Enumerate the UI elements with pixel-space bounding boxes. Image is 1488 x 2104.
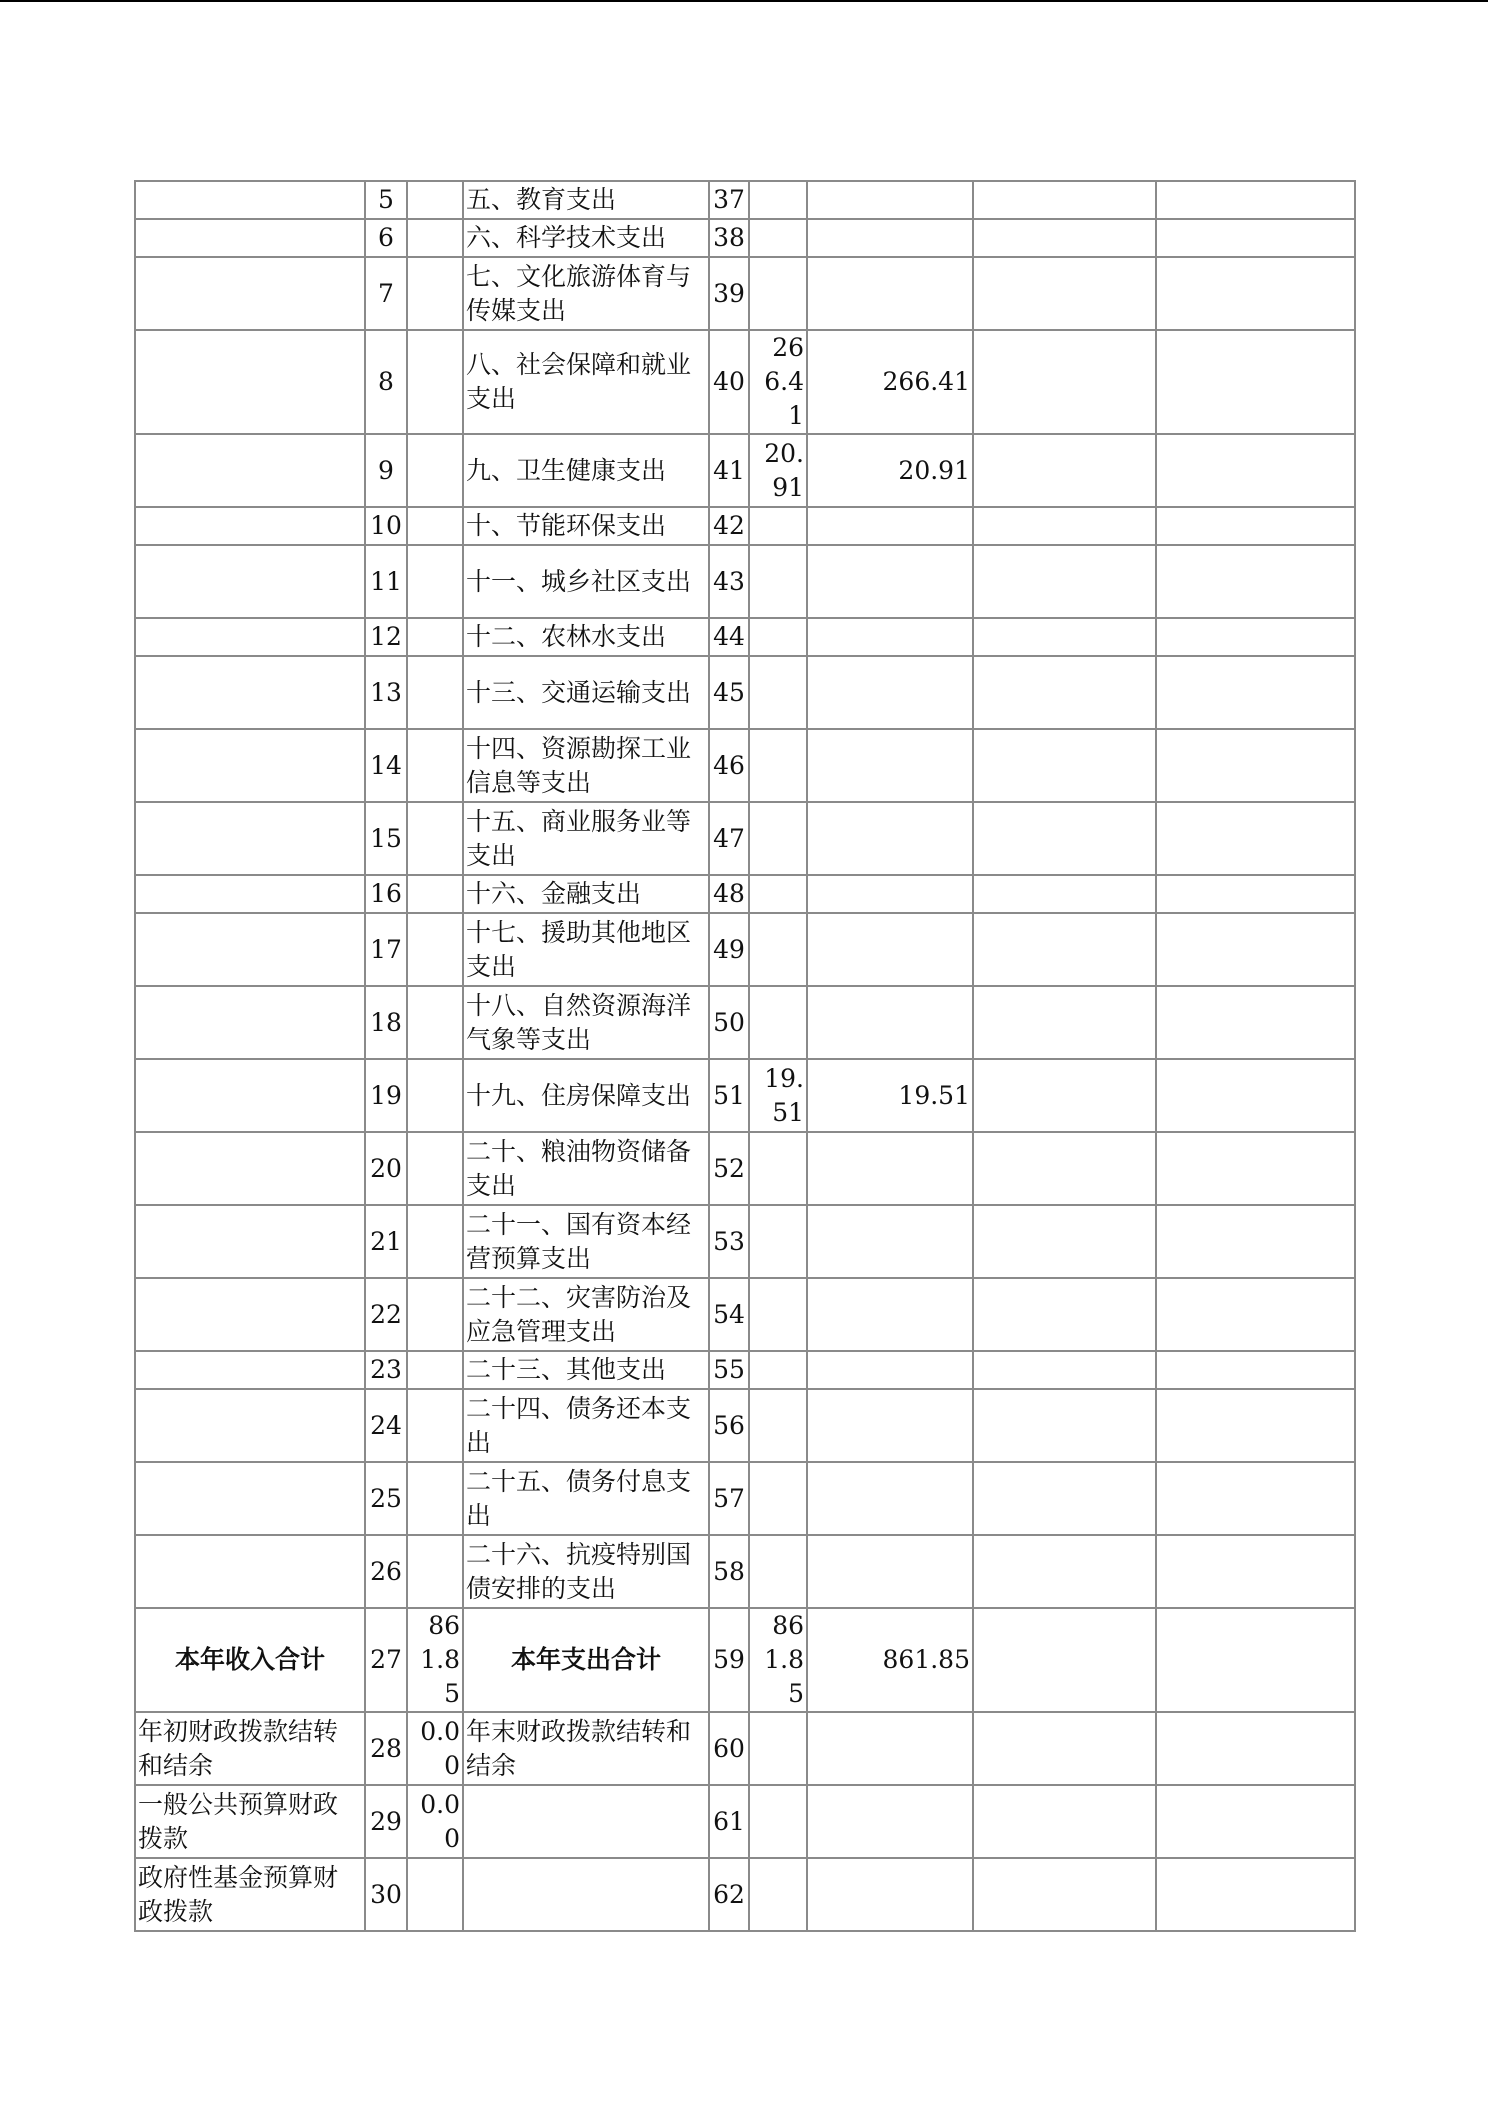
capital-budget-amount-cell — [1156, 1278, 1355, 1351]
income-row-number-cell: 26 — [365, 1535, 407, 1608]
fund-budget-amount-cell — [973, 729, 1156, 802]
income-row-number-cell: 23 — [365, 1351, 407, 1389]
expenditure-total-cell — [749, 1462, 807, 1535]
fund-budget-amount-cell — [973, 1389, 1156, 1462]
income-row-number-cell: 21 — [365, 1205, 407, 1278]
income-amount-cell — [407, 1535, 463, 1608]
capital-budget-amount-cell — [1156, 1205, 1355, 1278]
expenditure-row-number-cell: 61 — [709, 1785, 749, 1858]
income-item-cell — [135, 729, 365, 802]
income-row-number-cell: 9 — [365, 434, 407, 507]
table-row — [135, 1205, 1355, 1278]
income-item-cell — [135, 219, 365, 257]
capital-budget-amount-cell — [1156, 1712, 1355, 1785]
expenditure-item-cell: 十二、农林水支出 — [463, 618, 709, 656]
income-item-cell — [135, 1205, 365, 1278]
table-row — [135, 913, 1355, 986]
income-row-number-cell: 12 — [365, 618, 407, 656]
expenditure-item-cell: 二十一、国有资本经营预算支出 — [463, 1205, 709, 1278]
expenditure-row-number-cell: 40 — [709, 330, 749, 434]
table-row — [135, 330, 1355, 434]
expenditure-total-cell — [749, 181, 807, 219]
capital-budget-amount-cell — [1156, 507, 1355, 545]
fund-budget-amount-cell — [973, 986, 1156, 1059]
table-row — [135, 1351, 1355, 1389]
capital-budget-amount-cell — [1156, 1858, 1355, 1931]
income-amount-cell — [407, 507, 463, 545]
expenditure-row-number-cell: 55 — [709, 1351, 749, 1389]
fund-budget-amount-cell — [973, 1132, 1156, 1205]
fund-budget-amount-cell — [973, 330, 1156, 434]
capital-budget-amount-cell — [1156, 656, 1355, 729]
expenditure-item-cell: 二十四、债务还本支出 — [463, 1389, 709, 1462]
capital-budget-amount-cell — [1156, 1535, 1355, 1608]
table-row — [135, 1858, 1355, 1931]
general-budget-amount-cell — [807, 618, 973, 656]
expenditure-total-cell — [749, 986, 807, 1059]
capital-budget-amount-cell — [1156, 729, 1355, 802]
expenditure-item-cell: 二十二、灾害防治及应急管理支出 — [463, 1278, 709, 1351]
fund-budget-amount-cell — [973, 618, 1156, 656]
fund-budget-amount-cell — [973, 219, 1156, 257]
expenditure-total-cell — [749, 1712, 807, 1785]
income-item-cell — [135, 1278, 365, 1351]
expenditure-row-number-cell: 52 — [709, 1132, 749, 1205]
expenditure-total-cell — [749, 545, 807, 618]
income-amount-cell — [407, 1059, 463, 1132]
expenditure-total-cell — [749, 1205, 807, 1278]
income-item-cell — [135, 913, 365, 986]
expenditure-total-cell: 19.51 — [749, 1059, 807, 1132]
expenditure-row-number-cell: 57 — [709, 1462, 749, 1535]
fund-budget-amount-cell — [973, 181, 1156, 219]
expenditure-row-number-cell: 42 — [709, 507, 749, 545]
expenditure-total-cell — [749, 913, 807, 986]
fund-budget-amount-cell — [973, 802, 1156, 875]
income-item-cell: 本年收入合计 — [135, 1608, 365, 1712]
expenditure-total-cell — [749, 1278, 807, 1351]
capital-budget-amount-cell — [1156, 330, 1355, 434]
general-budget-amount-cell — [807, 729, 973, 802]
income-amount-cell — [407, 802, 463, 875]
expenditure-total-cell — [749, 656, 807, 729]
fund-budget-amount-cell — [973, 1351, 1156, 1389]
income-amount-cell — [407, 729, 463, 802]
income-row-number-cell: 18 — [365, 986, 407, 1059]
expenditure-total-cell — [749, 802, 807, 875]
table-row — [135, 545, 1355, 618]
table-row — [135, 875, 1355, 913]
expenditure-total-cell — [749, 1132, 807, 1205]
income-amount-cell — [407, 618, 463, 656]
fund-budget-amount-cell — [973, 913, 1156, 986]
general-budget-amount-cell: 20.91 — [807, 434, 973, 507]
table-row — [135, 1462, 1355, 1535]
expenditure-row-number-cell: 47 — [709, 802, 749, 875]
income-item-cell — [135, 1132, 365, 1205]
expenditure-item-cell: 十四、资源勘探工业信息等支出 — [463, 729, 709, 802]
income-row-number-cell: 30 — [365, 1858, 407, 1931]
table-row — [135, 1389, 1355, 1462]
capital-budget-amount-cell — [1156, 181, 1355, 219]
income-item-cell — [135, 1351, 365, 1389]
fund-budget-amount-cell — [973, 507, 1156, 545]
general-budget-amount-cell — [807, 219, 973, 257]
expenditure-row-number-cell: 49 — [709, 913, 749, 986]
income-amount-cell — [407, 181, 463, 219]
table-row — [135, 1608, 1355, 1712]
expenditure-row-number-cell: 44 — [709, 618, 749, 656]
fund-budget-amount-cell — [973, 656, 1156, 729]
income-amount-cell — [407, 257, 463, 330]
expenditure-row-number-cell: 50 — [709, 986, 749, 1059]
income-row-number-cell: 15 — [365, 802, 407, 875]
fund-budget-amount-cell — [973, 1059, 1156, 1132]
fund-budget-amount-cell — [973, 1205, 1156, 1278]
table-row — [135, 618, 1355, 656]
fund-budget-amount-cell — [973, 1278, 1156, 1351]
expenditure-item-cell: 十五、商业服务业等支出 — [463, 802, 709, 875]
expenditure-item-cell: 十六、金融支出 — [463, 875, 709, 913]
expenditure-item-cell: 十、节能环保支出 — [463, 507, 709, 545]
capital-budget-amount-cell — [1156, 875, 1355, 913]
income-row-number-cell: 24 — [365, 1389, 407, 1462]
budget-table — [134, 180, 1356, 1932]
income-amount-cell — [407, 1205, 463, 1278]
income-amount-cell — [407, 1858, 463, 1931]
income-item-cell: 年初财政拨款结转和结余 — [135, 1712, 365, 1785]
capital-budget-amount-cell — [1156, 219, 1355, 257]
fund-budget-amount-cell — [973, 1858, 1156, 1931]
expenditure-row-number-cell: 51 — [709, 1059, 749, 1132]
expenditure-item-cell: 七、文化旅游体育与传媒支出 — [463, 257, 709, 330]
income-row-number-cell: 10 — [365, 507, 407, 545]
page-top-border — [0, 0, 1488, 2]
expenditure-item-cell: 二十、粮油物资储备支出 — [463, 1132, 709, 1205]
income-item-cell — [135, 257, 365, 330]
expenditure-row-number-cell: 56 — [709, 1389, 749, 1462]
income-row-number-cell: 17 — [365, 913, 407, 986]
income-item-cell — [135, 875, 365, 913]
income-item-cell: 政府性基金预算财政拨款 — [135, 1858, 365, 1931]
expenditure-total-cell — [749, 1785, 807, 1858]
expenditure-total-cell — [749, 219, 807, 257]
general-budget-amount-cell — [807, 656, 973, 729]
fund-budget-amount-cell — [973, 1462, 1156, 1535]
table-row — [135, 219, 1355, 257]
expenditure-row-number-cell: 62 — [709, 1858, 749, 1931]
capital-budget-amount-cell — [1156, 618, 1355, 656]
fund-budget-amount-cell — [973, 1712, 1156, 1785]
income-amount-cell: 0.00 — [407, 1785, 463, 1858]
general-budget-amount-cell — [807, 257, 973, 330]
income-row-number-cell: 20 — [365, 1132, 407, 1205]
income-row-number-cell: 29 — [365, 1785, 407, 1858]
income-item-cell — [135, 986, 365, 1059]
table-row — [135, 656, 1355, 729]
general-budget-amount-cell — [807, 913, 973, 986]
table-row — [135, 1535, 1355, 1608]
general-budget-amount-cell: 266.41 — [807, 330, 973, 434]
general-budget-amount-cell — [807, 1351, 973, 1389]
expenditure-item-cell — [463, 1858, 709, 1931]
income-amount-cell — [407, 986, 463, 1059]
income-amount-cell — [407, 330, 463, 434]
income-row-number-cell: 6 — [365, 219, 407, 257]
expenditure-row-number-cell: 43 — [709, 545, 749, 618]
income-row-number-cell: 14 — [365, 729, 407, 802]
expenditure-row-number-cell: 60 — [709, 1712, 749, 1785]
capital-budget-amount-cell — [1156, 1785, 1355, 1858]
general-budget-amount-cell — [807, 1132, 973, 1205]
table-row — [135, 1132, 1355, 1205]
capital-budget-amount-cell — [1156, 1389, 1355, 1462]
capital-budget-amount-cell — [1156, 1608, 1355, 1712]
fund-budget-amount-cell — [973, 1608, 1156, 1712]
expenditure-row-number-cell: 59 — [709, 1608, 749, 1712]
income-amount-cell — [407, 1389, 463, 1462]
table-row — [135, 802, 1355, 875]
income-item-cell — [135, 507, 365, 545]
expenditure-item-cell — [463, 1785, 709, 1858]
expenditure-row-number-cell: 37 — [709, 181, 749, 219]
expenditure-row-number-cell: 41 — [709, 434, 749, 507]
expenditure-item-cell: 五、教育支出 — [463, 181, 709, 219]
general-budget-amount-cell — [807, 986, 973, 1059]
table-row — [135, 1059, 1355, 1132]
expenditure-row-number-cell: 45 — [709, 656, 749, 729]
table-row — [135, 434, 1355, 507]
capital-budget-amount-cell — [1156, 802, 1355, 875]
expenditure-item-cell: 九、卫生健康支出 — [463, 434, 709, 507]
capital-budget-amount-cell — [1156, 1132, 1355, 1205]
income-row-number-cell: 27 — [365, 1608, 407, 1712]
income-row-number-cell: 13 — [365, 656, 407, 729]
general-budget-amount-cell — [807, 1535, 973, 1608]
general-budget-amount-cell — [807, 1712, 973, 1785]
fund-budget-amount-cell — [973, 434, 1156, 507]
expenditure-total-cell — [749, 1351, 807, 1389]
expenditure-item-cell: 十七、援助其他地区支出 — [463, 913, 709, 986]
expenditure-item-cell: 十九、住房保障支出 — [463, 1059, 709, 1132]
income-item-cell: 一般公共预算财政拨款 — [135, 1785, 365, 1858]
income-item-cell — [135, 656, 365, 729]
fund-budget-amount-cell — [973, 257, 1156, 330]
income-row-number-cell: 25 — [365, 1462, 407, 1535]
expenditure-item-cell: 十一、城乡社区支出 — [463, 545, 709, 618]
table-row — [135, 181, 1355, 219]
income-amount-cell — [407, 913, 463, 986]
table-row — [135, 257, 1355, 330]
income-amount-cell — [407, 1462, 463, 1535]
income-row-number-cell: 5 — [365, 181, 407, 219]
expenditure-row-number-cell: 48 — [709, 875, 749, 913]
expenditure-total-cell — [749, 729, 807, 802]
income-item-cell — [135, 802, 365, 875]
income-item-cell — [135, 1462, 365, 1535]
expenditure-item-cell: 本年支出合计 — [463, 1608, 709, 1712]
capital-budget-amount-cell — [1156, 257, 1355, 330]
expenditure-row-number-cell: 54 — [709, 1278, 749, 1351]
expenditure-item-cell: 二十六、抗疫特别国债安排的支出 — [463, 1535, 709, 1608]
income-row-number-cell: 19 — [365, 1059, 407, 1132]
expenditure-row-number-cell: 58 — [709, 1535, 749, 1608]
expenditure-total-cell — [749, 1535, 807, 1608]
expenditure-item-cell: 十八、自然资源海洋气象等支出 — [463, 986, 709, 1059]
income-amount-cell — [407, 545, 463, 618]
general-budget-amount-cell — [807, 1785, 973, 1858]
expenditure-total-cell: 266.41 — [749, 330, 807, 434]
expenditure-row-number-cell: 53 — [709, 1205, 749, 1278]
general-budget-amount-cell — [807, 181, 973, 219]
income-item-cell — [135, 618, 365, 656]
income-item-cell — [135, 1535, 365, 1608]
income-item-cell — [135, 1059, 365, 1132]
general-budget-amount-cell — [807, 1389, 973, 1462]
income-amount-cell — [407, 1278, 463, 1351]
expenditure-total-cell — [749, 507, 807, 545]
general-budget-amount-cell — [807, 802, 973, 875]
income-amount-cell — [407, 1351, 463, 1389]
expenditure-row-number-cell: 46 — [709, 729, 749, 802]
capital-budget-amount-cell — [1156, 545, 1355, 618]
expenditure-item-cell: 年末财政拨款结转和结余 — [463, 1712, 709, 1785]
capital-budget-amount-cell — [1156, 434, 1355, 507]
income-item-cell — [135, 545, 365, 618]
capital-budget-amount-cell — [1156, 1462, 1355, 1535]
expenditure-total-cell — [749, 1389, 807, 1462]
fund-budget-amount-cell — [973, 1785, 1156, 1858]
expenditure-item-cell: 二十三、其他支出 — [463, 1351, 709, 1389]
table-row — [135, 1278, 1355, 1351]
expenditure-row-number-cell: 38 — [709, 219, 749, 257]
income-item-cell — [135, 1389, 365, 1462]
expenditure-total-cell: 20.91 — [749, 434, 807, 507]
general-budget-amount-cell — [807, 545, 973, 618]
income-item-cell — [135, 181, 365, 219]
fund-budget-amount-cell — [973, 545, 1156, 618]
expenditure-total-cell: 861.85 — [749, 1608, 807, 1712]
income-row-number-cell: 28 — [365, 1712, 407, 1785]
table-body — [135, 181, 1355, 1931]
table-row — [135, 1712, 1355, 1785]
income-amount-cell — [407, 434, 463, 507]
expenditure-item-cell: 二十五、债务付息支出 — [463, 1462, 709, 1535]
income-amount-cell: 861.85 — [407, 1608, 463, 1712]
income-row-number-cell: 11 — [365, 545, 407, 618]
general-budget-amount-cell — [807, 1205, 973, 1278]
fund-budget-amount-cell — [973, 875, 1156, 913]
income-row-number-cell: 8 — [365, 330, 407, 434]
table-row — [135, 986, 1355, 1059]
general-budget-amount-cell — [807, 1462, 973, 1535]
general-budget-amount-cell: 19.51 — [807, 1059, 973, 1132]
general-budget-amount-cell — [807, 507, 973, 545]
general-budget-amount-cell — [807, 1858, 973, 1931]
capital-budget-amount-cell — [1156, 986, 1355, 1059]
expenditure-item-cell: 十三、交通运输支出 — [463, 656, 709, 729]
expenditure-total-cell — [749, 618, 807, 656]
income-amount-cell — [407, 875, 463, 913]
table-row — [135, 507, 1355, 545]
expenditure-total-cell — [749, 257, 807, 330]
income-row-number-cell: 22 — [365, 1278, 407, 1351]
expenditure-item-cell: 六、科学技术支出 — [463, 219, 709, 257]
income-row-number-cell: 16 — [365, 875, 407, 913]
income-item-cell — [135, 434, 365, 507]
income-amount-cell: 0.00 — [407, 1712, 463, 1785]
fund-budget-amount-cell — [973, 1535, 1156, 1608]
general-budget-amount-cell — [807, 875, 973, 913]
expenditure-total-cell — [749, 1858, 807, 1931]
income-row-number-cell: 7 — [365, 257, 407, 330]
table-row — [135, 1785, 1355, 1858]
capital-budget-amount-cell — [1156, 1351, 1355, 1389]
general-budget-amount-cell: 861.85 — [807, 1608, 973, 1712]
capital-budget-amount-cell — [1156, 913, 1355, 986]
expenditure-item-cell: 八、社会保障和就业支出 — [463, 330, 709, 434]
income-amount-cell — [407, 1132, 463, 1205]
table-row — [135, 729, 1355, 802]
income-amount-cell — [407, 219, 463, 257]
income-item-cell — [135, 330, 365, 434]
expenditure-row-number-cell: 39 — [709, 257, 749, 330]
income-amount-cell — [407, 656, 463, 729]
general-budget-amount-cell — [807, 1278, 973, 1351]
capital-budget-amount-cell — [1156, 1059, 1355, 1132]
expenditure-total-cell — [749, 875, 807, 913]
